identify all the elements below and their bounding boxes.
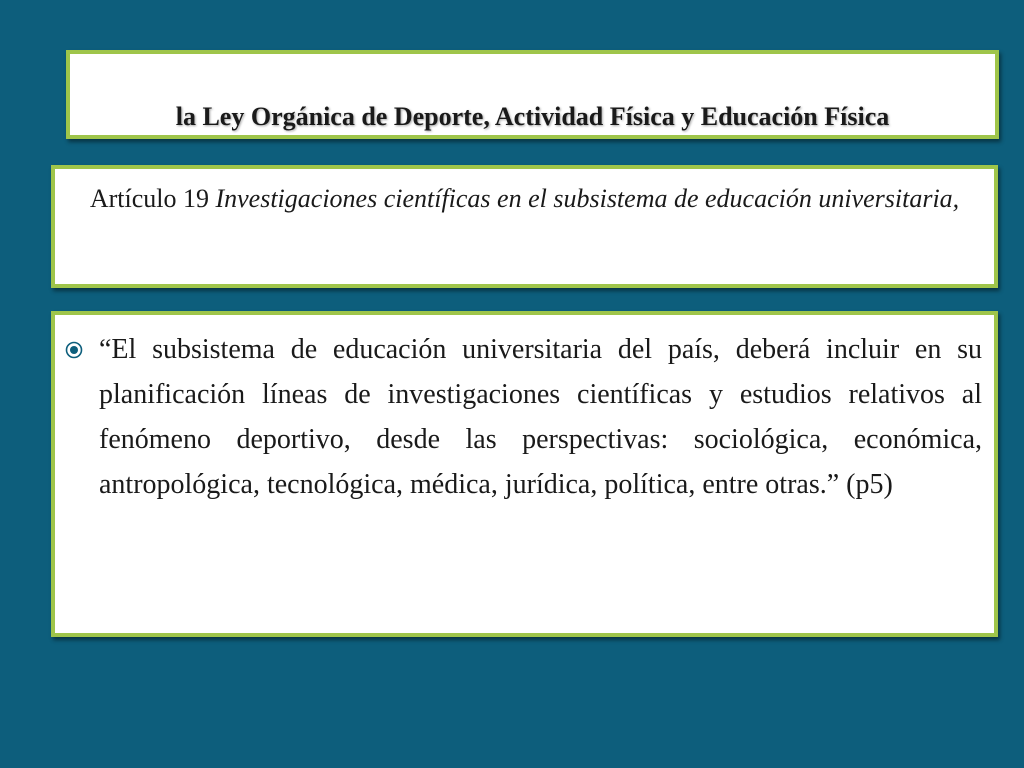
slide-title: la Ley Orgánica de Deporte, Actividad Física y Educación Física [175, 102, 890, 131]
article-heading [75, 183, 974, 214]
circle-bullet-icon [65, 341, 83, 359]
article-box [51, 165, 998, 288]
quote-text: “El subsistema de educación universitaria del país, deberá incluir en su planificación líneas de investigaciones científicas y estudios relativos al fenómeno deportivo, desde las perspectivas: sociológica, económica, antropológica, tecnológica, médica, jurídica, política, entre otras.” (p5) [99, 334, 982, 500]
quote-box [51, 311, 998, 637]
article-title: Investigaciones científicas en el subsistema de educación universitaria, [215, 184, 960, 213]
article-number: Artículo 19 [89, 184, 216, 213]
title-box [66, 50, 999, 139]
